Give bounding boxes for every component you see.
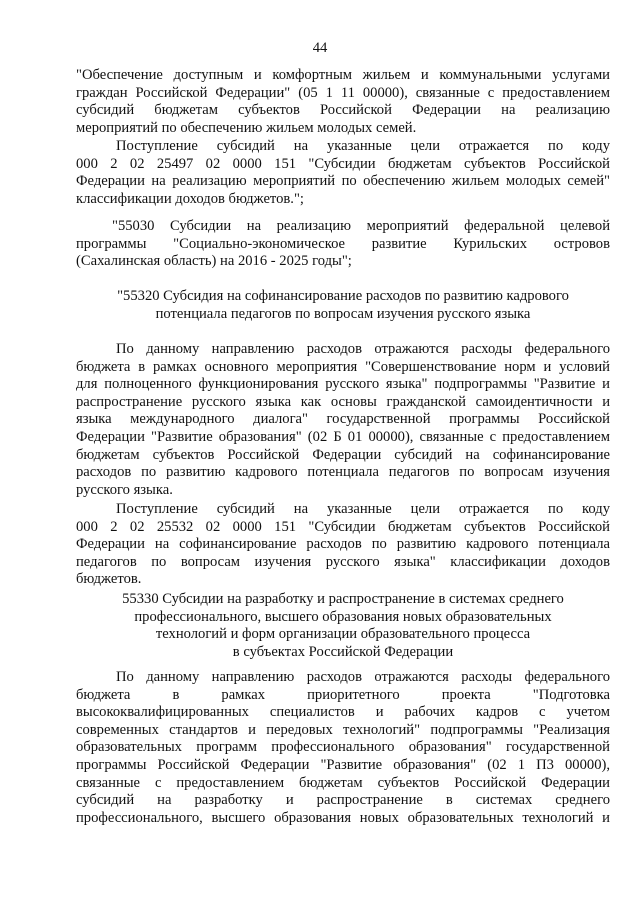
heading-line: технологий и форм организации образовательного процесса: [155, 626, 531, 643]
text-line: программы "Социально-экономическое развитие Курильских островов: [76, 235, 610, 252]
text-line: современных стандартов и передовых технологий" подпрограммы "Реализация: [76, 721, 610, 738]
text-line: Поступление субсидий на указанные цели отражается по коду: [116, 501, 610, 517]
paragraph-55320-description: [76, 341, 610, 499]
heading-55320: [76, 288, 610, 323]
text-line: бюджетов.: [76, 571, 142, 588]
text-line: "Обеспечение доступным и комфортным жильем и коммунальными услугами: [76, 67, 610, 83]
text-line: образовательных программ профессионального образования" государственной: [76, 739, 610, 756]
text-line: связанные с предоставлением бюджетам субъектов Российской Федерации: [76, 774, 610, 791]
text-line: Федерации на реализацию мероприятий по обеспечению жильем молодых семей": [76, 173, 610, 190]
heading-line: профессионального, высшего образования новых образовательных: [134, 608, 552, 625]
text-line: педагогов по вопросам изучения русского языка" классификации доходов: [76, 553, 610, 570]
paragraph-receipts-25532: [76, 501, 610, 589]
paragraph-55330-description: [76, 669, 610, 827]
paragraph-receipts-25497: [76, 138, 610, 208]
heading-line: "55320 Субсидия на софинансирование расходов по развитию кадрового: [117, 288, 569, 304]
text-line: бюджетам субъектов Российской Федерации субсидий на софинансирование: [76, 446, 610, 463]
text-line: распространение русского языка как основы гражданской самоидентичности и: [76, 393, 610, 410]
page-number: 44: [312, 40, 328, 56]
text-line: классификации доходов бюджетов.";: [76, 190, 304, 207]
text-line: субсидий бюджетам субъектов Российской Федерации на реализацию: [76, 102, 610, 119]
text-line: профессионального, высшего образования новых образовательных технологий и: [76, 809, 610, 826]
text-line: бюджета в рамках приоритетного проекта "Подготовка: [76, 686, 610, 703]
text-line: 000 2 02 25532 02 0000 151 "Субсидии бюджетам субъектов Российской: [76, 518, 610, 535]
heading-55330: [76, 591, 610, 661]
text-line: Федерации на софинансирование расходов по развитию кадрового потенциала: [76, 536, 610, 553]
text-line: бюджета в рамках основного мероприятия "Совершенствование норм и условий: [76, 358, 610, 375]
text-line: программы Российской Федерации "Развитие образования" (02 1 П3 00000),: [76, 756, 610, 773]
text-line: субсидий на разработку и распространение в системах среднего: [76, 792, 610, 809]
text-line: русского языка.: [76, 481, 173, 498]
text-line: (Сахалинская область) на 2016 - 2025 годы";: [76, 253, 352, 270]
text-line: Федерации "Развитие образования" (02 Б 01 00000), связанные с предоставлением: [76, 428, 610, 445]
paragraph-55030: [76, 218, 610, 271]
text-line: 000 2 02 25497 02 0000 151 "Субсидии бюджетам субъектов Российской: [76, 155, 610, 172]
text-line: "55030 Субсидии на реализацию мероприятий федеральной целевой: [112, 218, 610, 234]
text-line: граждан Российской Федерации" (05 1 11 00000), связанные с предоставлением: [76, 84, 610, 101]
heading-line: 55330 Субсидии на разработку и распространение в системах среднего: [122, 591, 564, 607]
text-line: мероприятий по обеспечению жильем молодых семей.: [76, 119, 417, 136]
text-line: Поступление субсидий на указанные цели отражается по коду: [116, 138, 610, 154]
text-line: высококвалифицированных специалистов и рабочих кадров с учетом: [76, 704, 610, 721]
heading-line: потенциала педагогов по вопросам изучения русского языка: [155, 305, 531, 322]
text-line: расходов по развитию кадрового потенциала педагогов по вопросам изучения: [76, 464, 610, 481]
text-line: По данному направлению расходов отражаются расходы федерального: [116, 669, 610, 685]
heading-line: в субъектах Российской Федерации: [232, 643, 454, 660]
text-line: для полноценного функционирования русского языка" подпрограммы "Развитие и: [76, 376, 610, 393]
text-line: языка международного диалога" государственной программы Российской: [76, 411, 610, 428]
paragraph-housing-program: [76, 67, 610, 137]
text-line: По данному направлению расходов отражаются расходы федерального: [116, 341, 610, 357]
